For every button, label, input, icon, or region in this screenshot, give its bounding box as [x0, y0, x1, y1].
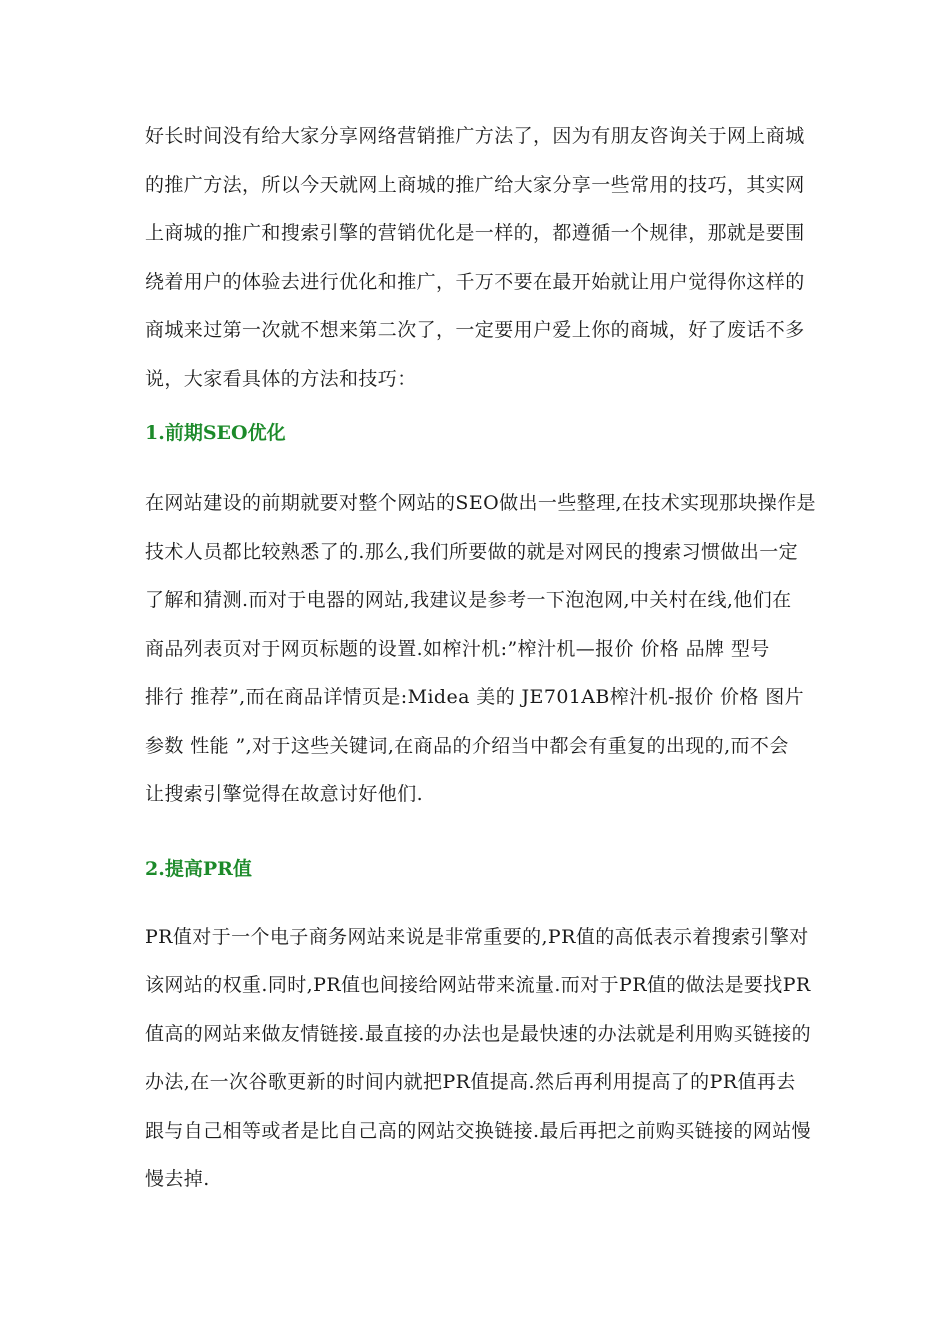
text-line: 办法,在一次谷歌更新的时间内就把PR值提高.然后再利用提高了的PR值再去: [145, 1071, 796, 1093]
section-heading-seo: 1.前期SEO优化: [145, 422, 286, 444]
text-line: 值高的网站来做友情链接.最直接的办法也是最快速的办法就是利用购买链接的: [145, 1022, 812, 1045]
text-line: 绕着用户的体验去进行优化和推广，千万不要在最开始就让用户觉得你这样的: [145, 270, 805, 293]
text-line: 的推广方法，所以今天就网上商城的推广给大家分享一些常用的技巧，其实网: [145, 173, 805, 196]
text-line: 参数 性能 ”,对于这些关键词,在商品的介绍当中都会有重复的出现的,而不会: [145, 734, 789, 757]
text-line: 在网站建设的前期就要对整个网站的SEO做出一些整理,在技术实现那块操作是: [145, 492, 816, 514]
text-line: 说，大家看具体的方法和技巧：: [145, 367, 417, 390]
text-line: 了解和猜测.而对于电器的网站,我建议是参考一下泡泡网,中关村在线,他们在: [145, 589, 792, 611]
text-line: 排行 推荐”,而在商品详情页是:Midea 美的 JE701AB榨汁机-报价 价格 图片: [145, 686, 805, 708]
text-line: 技术人员都比较熟悉了的.那么,我们所要做的就是对网民的搜索习惯做出一定: [145, 540, 799, 563]
text-line: 上商城的推广和搜索引擎的营销优化是一样的，都遵循一个规律，那就是要围: [145, 222, 805, 244]
text-line: 跟与自己相等或者是比自己高的网站交换链接.最后再把之前购买链接的网站慢: [145, 1119, 812, 1142]
text-line: 让搜索引擎觉得在故意讨好他们.: [145, 783, 424, 805]
pr-paragraph: [145, 913, 810, 1204]
text-line: 该网站的权重.同时,PR值也间接给网站带来流量.而对于PR值的做法是要找PR: [145, 974, 811, 996]
text-line: PR值对于一个电子商务网站来说是非常重要的,PR值的高低表示着搜索引擎对: [145, 925, 809, 948]
text-line: 商品列表页对于网页标题的设置.如榨汁机:”榨汁机—报价 价格 品牌 型号: [145, 637, 770, 660]
seo-paragraph: [145, 479, 816, 819]
document-page: [145, 112, 816, 1204]
intro-paragraph: [145, 112, 810, 403]
text-line: 好长时间没有给大家分享网络营销推广方法了，因为有朋友咨询关于网上商城: [145, 125, 805, 147]
text-line: 商城来过第一次就不想来第二次了，一定要用户爱上你的商城，好了废话不多: [145, 319, 805, 341]
section-heading-pr: 2.提高PR值: [145, 857, 252, 880]
text-line: 慢去掉.: [145, 1168, 210, 1190]
